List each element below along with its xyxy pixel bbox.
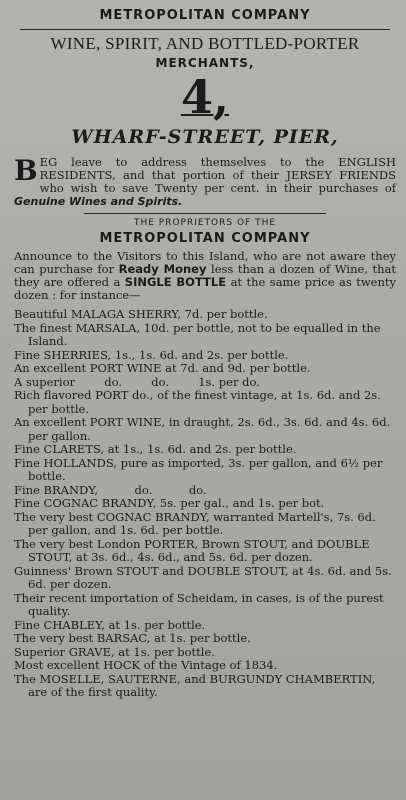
intro-text: EG leave to address themselves to the ENGLISH RESIDENTS, and that portion of their JERSEY FRIENDS who wish to save Twenty per cent. in their purchases of (39, 155, 396, 195)
announcement (14, 250, 396, 302)
trade-line: WINE, SPIRIT, AND BOTTLED-PORTER (50, 34, 360, 53)
price-item: Rich flavored PORT do., of the finest vintage, at 1s. 6d. and 2s. per bottle. (14, 388, 381, 416)
price-item: Fine COGNAC BRANDY, 5s. per gal., and 1s. per bot. (14, 496, 325, 510)
top-divider (20, 29, 390, 30)
price-item: Fine SHERRIES, 1s., 1s. 6d. and 2s. per bottle. (14, 347, 289, 362)
price-item: Guinness' Brown STOUT and DOUBLE STOUT, at 4s. 6d. and 5s. 6d. per dozen. (14, 563, 392, 591)
street-name: WHARF-STREET, PIER, (71, 126, 339, 148)
price-item: The very best London PORTER, Brown STOUT, and DOUBLE STOUT, at 3s. 6d., 4s. 6d., and 5s. 6d. per dozen. (14, 536, 370, 564)
price-item: Beautiful MALAGA SHERRY, 7d. per bottle. (14, 307, 268, 321)
price-item: Most excellent HOCK of the Vintage of 1834. (14, 658, 278, 672)
announce-text-2: less than a dozen of Wine, that they are offered a (14, 262, 396, 289)
proprietors-label: THE PROPRIETORS OF THE (133, 218, 277, 228)
price-list (14, 308, 396, 700)
ready-money: Ready Money (118, 262, 207, 276)
price-item: Fine HOLLANDS, pure as imported, 3s. per gallon, and 6½ per bottle. (14, 455, 383, 483)
drop-cap: B (14, 154, 38, 187)
price-item: A superior do. do. 1s. per do. (14, 374, 260, 389)
announce-text-3: at the same price as twenty dozen : for instance— (14, 275, 396, 302)
price-item: Fine CHABLEY, at 1s. per bottle. (14, 617, 206, 632)
genuine-wines: Genuine Wines and Spirits. (14, 195, 183, 208)
street-number: 4, (180, 70, 230, 124)
price-item: The MOSELLE, SAUTERNE, and BURGUNDY CHAMBERTIN, are of the first quality. (14, 671, 376, 699)
price-item: The very best COGNAC BRANDY, warranted Martell's, 7s. 6d. per gallon, and 1s. 6d. per bottle. (14, 509, 376, 537)
price-item: The very best BARSAC, at 1s. per bottle. (14, 631, 251, 645)
price-item: Fine CLARETS, at 1s., 1s. 6d. and 2s. per bottle. (14, 442, 297, 456)
single-bottle: SINGLE BOTTLE (124, 275, 227, 289)
company-name-second: METROPOLITAN COMPANY (99, 231, 311, 246)
intro-paragraph (14, 156, 396, 208)
price-item: An excellent PORT WINE at 7d. and 9d. per bottle. (14, 361, 311, 375)
announce-text-1: Announce to the Visitors to this Island, who are not aware they can purchase for (14, 249, 396, 276)
price-item: Their recent importation of Scheidam, in cases, is of the purest quality. (14, 590, 384, 618)
price-item: Superior GRAVE, at 1s. per bottle. (14, 644, 215, 659)
price-item: Fine BRANDY, do. do. (14, 482, 207, 497)
company-name-top: METROPOLITAN COMPANY (99, 8, 311, 23)
price-item: The finest MARSALA, 10d. per bottle, not to be equalled in the Island. (14, 320, 381, 348)
price-item: An excellent PORT WINE, in draught, 2s. 6d., 3s. 6d. and 4s. 6d. per gallon. (14, 415, 391, 443)
middle-divider (84, 213, 326, 214)
merchants-label: MERCHANTS, (155, 56, 255, 70)
